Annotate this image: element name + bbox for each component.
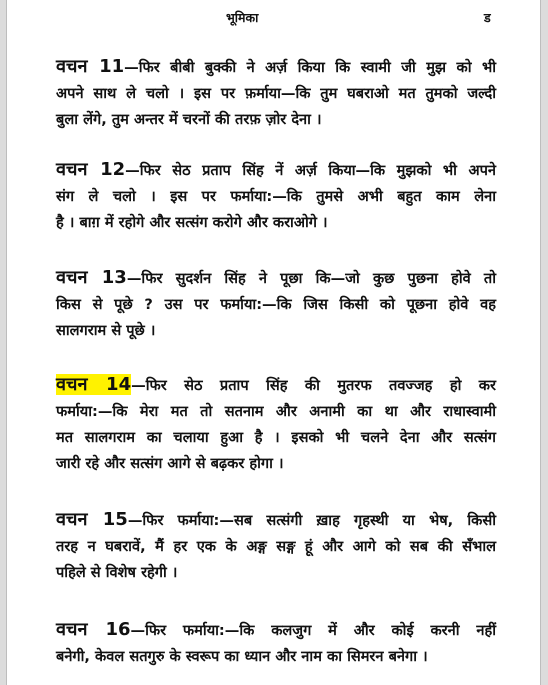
paragraph-line: है । बाग़ में रहोगे और सत्संग करोगे और कराओगे । — [56, 214, 328, 231]
vachan-label: वचन 13 — [56, 267, 127, 288]
paragraph-line — [56, 372, 496, 399]
page-header — [6, 9, 540, 29]
right-page-edge — [540, 0, 548, 685]
line-text: —फिर सेठ प्रताप सिंह नें अर्ज़ किया—कि मुझको भी अपने — [125, 162, 496, 179]
vachan-14-paragraph — [56, 372, 496, 477]
document-page — [6, 0, 540, 685]
paragraph-line — [56, 157, 496, 184]
vachan-label: वचन 12 — [56, 159, 126, 180]
paragraph-line: सालगराम से पूछे । — [56, 322, 156, 339]
vachan-label: वचन 16 — [56, 619, 131, 640]
line-text: —फिर सुदर्शन सिंह ने पूछा कि—जो कुछ पुछना होवे तो — [126, 270, 496, 287]
line-text: —फिर फर्माया:—सब सत्संगी ख़ाह गृहस्थी या भेष, किसी — [127, 512, 496, 529]
paragraph-line: मत सालगराम का चलाया हुआ है । इसको भी चलने देना और सत्संग — [56, 429, 496, 446]
vachan-label-highlighted: वचन 14 — [56, 374, 132, 395]
paragraph-line: जारी रहे और सत्संग आगे से बढ़कर होगा । — [56, 455, 284, 472]
paragraph-line: संग ले चलो । इस पर फर्माया:—कि तुमसे अभी बहुत काम लेना — [56, 188, 496, 205]
vachan-label: वचन 11 — [56, 56, 125, 77]
paragraph-line: फर्माया:—कि मेरा मत तो सतनाम और अनामी का था और राधास्वामी — [56, 403, 496, 420]
paragraph-line: बनेगी, केवल सतगुरु के स्वरूप का ध्यान और नाम का सिमरन बनेगा । — [56, 648, 428, 665]
page-number: ड — [484, 10, 491, 25]
paragraph-line — [56, 507, 496, 534]
paragraph-line — [56, 54, 496, 81]
line-text: —फिर बीबी बुक्की ने अर्ज़ किया कि स्वामी जी मुझ को भी — [124, 59, 496, 76]
vachan-11-paragraph — [56, 54, 496, 133]
vachan-13-paragraph — [56, 265, 496, 344]
paragraph-line: किस से पूछे ? उस पर फर्माया:—कि जिस किसी को पूछना होवे वह — [56, 296, 496, 313]
paragraph-line: पहिले से विशेष रहेगी । — [56, 564, 178, 581]
vachan-16-paragraph — [56, 617, 496, 670]
paragraph-line: बुला लेंगे, तुम अन्तर में चरनों की तरफ़ ज़ोर देना । — [56, 111, 322, 128]
paragraph-line: तरह न घबरावें, मैं हर एक के अङ्ग सङ्ग हूं और आगे को सब की सँभाल — [56, 538, 496, 555]
vachan-label: वचन 15 — [56, 509, 128, 530]
line-text: —फिर फर्माया:—कि कलजुग में और कोई करनी नहीं — [130, 622, 496, 639]
vachan-12-paragraph — [56, 157, 496, 236]
paragraph-line — [56, 265, 496, 292]
paragraph-line: अपने साथ ले चलो । इस पर फ़र्माया—कि तुम घबराओ मत तुमको जल्दी — [56, 85, 496, 102]
vachan-15-paragraph — [56, 507, 496, 586]
paragraph-line — [56, 617, 496, 644]
running-title: भूमिका — [226, 10, 259, 25]
line-text: —फिर सेठ प्रताप सिंह की मुतरफ तवज्जह हो कर — [131, 377, 496, 394]
